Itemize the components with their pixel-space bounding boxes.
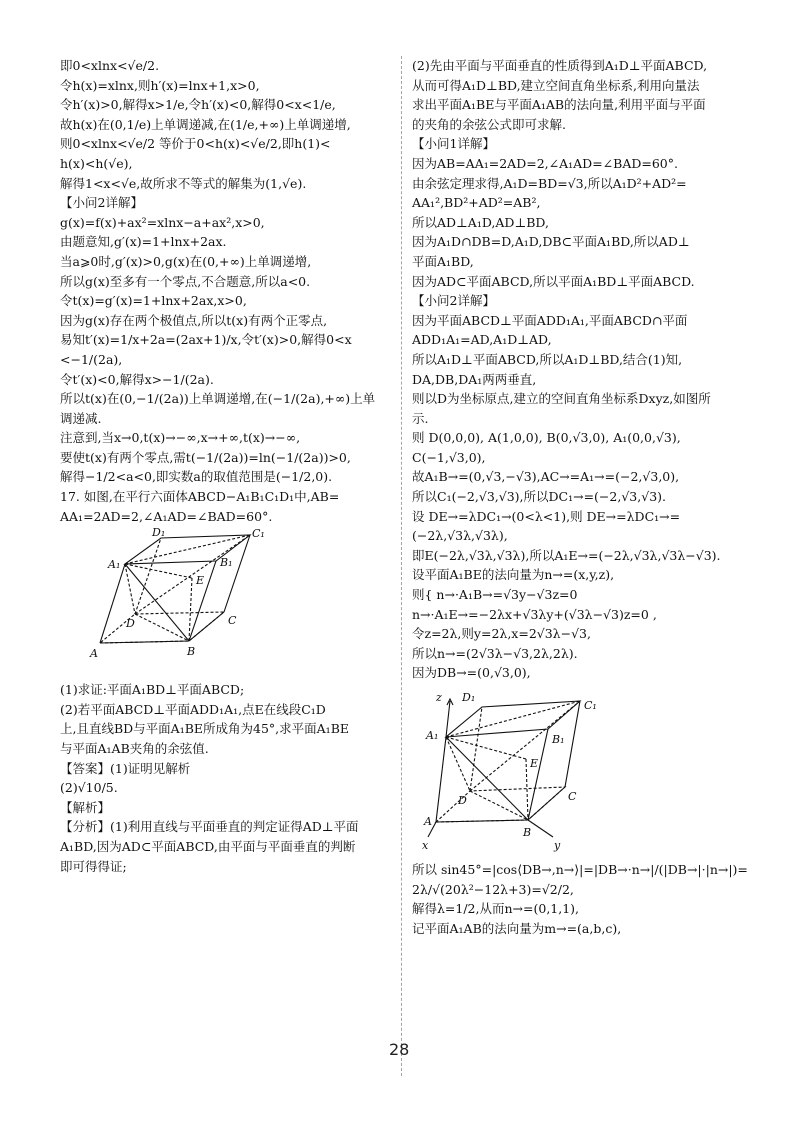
fig2-label-y: y — [554, 839, 561, 852]
fig1-label-C: C — [228, 614, 237, 628]
text-line: 解得λ=1/2,从而n→=(0,1,1), — [412, 901, 580, 917]
text-line: 上,且直线BD与平面A₁BE所成角为45°,求平面A₁BE — [60, 721, 350, 737]
text-line: 设平面A₁BE的法向量为n→=(x,y,z), — [412, 567, 615, 583]
text-line: 即0<xlnx<√e/2. — [60, 58, 160, 73]
text-line: 所以g(x)至多有一个零点,不合题意,所以a<0. — [60, 273, 311, 289]
text-line: 17. 如图,在平行六面体ABCD−A₁B₁C₁D₁中,AB= — [60, 489, 340, 505]
text-line: 令z=2λ,则y=2λ,x=2√3λ−√3, — [412, 626, 591, 642]
figure-parallelepiped — [82, 528, 272, 678]
fig1-label-C1: C₁ — [252, 528, 265, 541]
fig2-label-E: E — [530, 757, 539, 770]
text-line: DA,DB,DA₁两两垂直, — [412, 371, 537, 387]
fig2-label-A1: A₁ — [426, 729, 439, 742]
left-text-block — [60, 56, 390, 526]
text-line: 记平面A₁AB的法向量为m→=(a,b,c), — [412, 920, 622, 936]
text-line: A₁BD,因为AD⊂平面ABCD,由平面与平面垂直的判断 — [60, 839, 356, 854]
text-line: 因为AD⊂平面ABCD,所以平面A₁BD⊥平面ABCD. — [412, 273, 695, 289]
text-line: 【答案】(1)证明见解析 — [60, 760, 191, 776]
right-text-block — [412, 56, 752, 683]
text-line: 因为平面ABCD⊥平面ADD₁A₁,平面ABCD∩平面 — [412, 312, 688, 328]
text-line: 所以AD⊥A₁D,AD⊥BD, — [412, 214, 549, 230]
text-line: (1)求证:平面A₁BD⊥平面ABCD; — [60, 682, 245, 698]
text-line: 【小问2详解】 — [412, 293, 495, 309]
fig2-label-C: C — [568, 790, 577, 803]
text-line: (2)√10/5. — [60, 780, 118, 796]
text-line: n→·A₁E→=−2λx+√3λy+(√3λ−√3)z=0 , — [412, 606, 657, 622]
fig1-label-E: E — [196, 574, 205, 588]
text-line: (2)若平面ABCD⊥平面ADD₁A₁,点E在线段C₁D — [60, 701, 326, 717]
text-line: 【解析】 — [60, 799, 111, 815]
fig1-label-A1: A₁ — [108, 558, 121, 572]
fig1-label-B: B — [187, 645, 196, 659]
text-line: 的夹角的余弦公式即可求解. — [412, 116, 566, 132]
text-line: <−1/(2a), — [60, 351, 123, 367]
text-line: 【小问2详解】 — [60, 195, 143, 211]
text-line: h(x)<h(√e), — [60, 155, 133, 171]
text-line: ADD₁A₁=AD,A₁D⊥AD, — [412, 332, 552, 348]
text-line: 【小问1详解】 — [412, 136, 495, 152]
text-line: 则 D(0,0,0), A(1,0,0), B(0,√3,0), A₁(0,0,√3), — [412, 430, 681, 446]
column-divider — [401, 56, 402, 1076]
text-line: 令h(x)=xlnx,则h′(x)=lnx+1,x>0, — [60, 77, 260, 93]
text-line: 因为g(x)存在两个极值点,所以t(x)有两个正零点, — [60, 312, 328, 328]
text-line: 由余弦定理求得,A₁D=BD=√3,所以A₁D²+AD²= — [412, 175, 687, 191]
text-line: 则0<xlnx<√e/2 等价于0<h(x)<√e/2,即h(1)< — [60, 136, 331, 152]
text-line: 注意到,当x→0,t(x)→−∞,x→+∞,t(x)→−∞, — [60, 430, 301, 446]
right-text-block-2 — [412, 860, 752, 938]
text-line: 令t(x)=g′(x)=1+lnx+2ax,x>0, — [60, 293, 247, 309]
left-column — [60, 56, 390, 876]
text-line: 所以A₁D⊥平面ABCD,所以A₁D⊥BD,结合(1)知, — [412, 351, 683, 367]
fig2-label-B: B — [523, 826, 532, 839]
text-line: (2)先由平面与平面垂直的性质得到A₁D⊥平面ABCD, — [412, 58, 708, 73]
text-line: 解得1<x<√e,故所求不等式的解集为(1,√e). — [60, 175, 307, 191]
text-line: 则以D为坐标原点,建立的空间直角坐标系Dxyz,如图所 — [412, 391, 711, 407]
text-line: 平面A₁BD, — [412, 253, 474, 269]
text-line: (−2λ,√3λ,√3λ), — [412, 528, 508, 544]
text-line: AA₁²,BD²+AD²=AB², — [412, 195, 541, 211]
text-line: C(−1,√3,0), — [412, 449, 486, 465]
text-line: 由题意知,g′(x)=1+lnx+2ax. — [60, 234, 227, 250]
fig1-label-D1: D₁ — [152, 528, 166, 540]
text-line: 因为A₁D∩DB=D,A₁D,DB⊂平面A₁BD,所以AD⊥ — [412, 234, 690, 250]
text-line: 令h′(x)>0,解得x>1/e,令h′(x)<0,解得0<x<1/e, — [60, 97, 336, 113]
text-line: 与平面A₁AB夹角的余弦值. — [60, 741, 209, 757]
fig2-label-x: x — [422, 839, 429, 852]
fig2-label-D: D — [458, 794, 467, 807]
text-line: 易知t′(x)=1/x+2a=(2ax+1)/x,令t′(x)>0,解得0<x — [60, 332, 352, 348]
text-line: 调递减. — [60, 410, 102, 426]
text-line: 设 DE→=λDC₁→(0<λ<1),则 DE→=λDC₁→= — [412, 508, 681, 524]
text-line: 故h(x)在(0,1/e)上单调递减,在(1/e,+∞)上单调递增, — [60, 116, 351, 132]
page-number: 28 — [389, 1040, 410, 1059]
text-line: 从而可得A₁D⊥BD,建立空间直角坐标系,利用向量法 — [412, 77, 700, 93]
fig2-label-B1: B₁ — [552, 733, 565, 746]
fig2-label-C1: C₁ — [584, 699, 597, 712]
text-line: 因为AB=AA₁=2AD=2,∠A₁AD=∠BAD=60°. — [412, 155, 678, 171]
text-line: 所以C₁(−2,√3,√3),所以DC₁→=(−2,√3,√3). — [412, 489, 666, 505]
text-line: 所以n→=(2√3λ−√3,2λ,2λ). — [412, 645, 578, 661]
left-text-block-2 — [60, 680, 390, 876]
text-line: g(x)=f(x)+ax²=xlnx−a+ax²,x>0, — [60, 214, 265, 230]
text-line: 则{ n→·A₁B→=√3y−√3z=0 — [412, 587, 578, 603]
text-line: 故A₁B→=(0,√3,−√3),AC→=A₁→=(−2,√3,0), — [412, 469, 680, 485]
text-line: 2λ/√(20λ²−12λ+3)=√2/2, — [412, 881, 574, 897]
text-line: 因为DB→=(0,√3,0), — [412, 665, 531, 681]
fig1-label-B1: B₁ — [220, 556, 233, 570]
text-line: 即可得得证; — [60, 858, 127, 874]
text-line: 【分析】(1)利用直线与平面垂直的判定证得AD⊥平面 — [60, 819, 359, 835]
text-line: 要使t(x)有两个零点,需t(−1/(2a))=ln(−1/(2a))>0, — [60, 449, 351, 465]
text-line: 所以t(x)在(0,−1/(2a))上单调递增,在(−1/(2a),+∞)上单 — [60, 391, 376, 407]
text-line: 求出平面A₁BE与平面A₁AB的法向量,利用平面与平面 — [412, 97, 706, 113]
fig2-label-A: A — [424, 815, 432, 828]
text-line: 即E(−2λ,√3λ,√3λ),所以A₁E→=(−2λ,√3λ,√3λ−√3). — [412, 547, 721, 563]
figure-coordinate-system — [418, 687, 618, 852]
fig1-label-D: D — [126, 617, 135, 631]
fig1-label-A: A — [90, 647, 98, 661]
fig2-label-D1: D₁ — [462, 691, 476, 704]
right-column — [412, 56, 752, 938]
text-line: 令t′(x)<0,解得x>−1/(2a). — [60, 371, 214, 387]
text-line: 解得−1/2<a<0,即实数a的取值范围是(−1/2,0). — [60, 469, 333, 485]
fig2-label-z: z — [436, 691, 442, 704]
text-line: 当a⩾0时,g′(x)>0,g(x)在(0,+∞)上单调递增, — [60, 253, 312, 269]
text-line: 所以 sin45°=|cos⟨DB→,n→⟩|=|DB→·n→|/(|DB→|·|n→|)= — [412, 862, 748, 877]
text-line: AA₁=2AD=2,∠A₁AD=∠BAD=60°. — [60, 508, 273, 524]
text-line: 示. — [412, 410, 429, 426]
